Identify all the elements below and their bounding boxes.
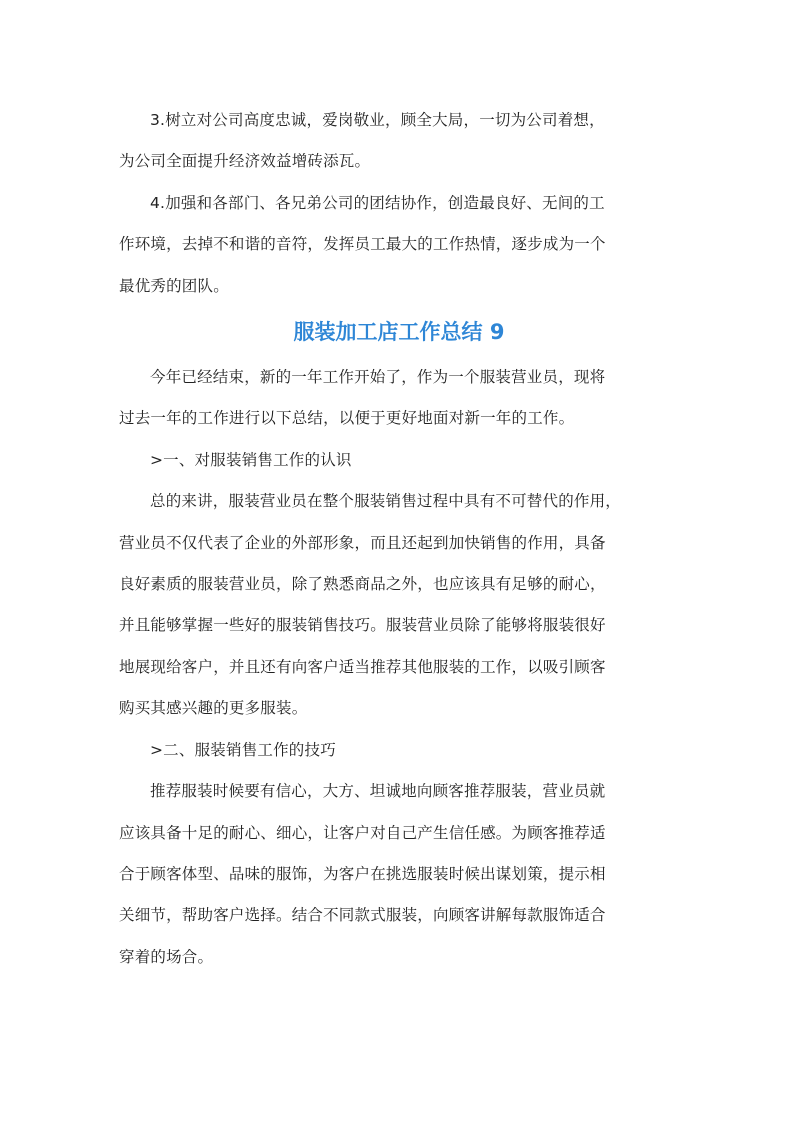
text-line: 地展现给客户，并且还有向客户适当推荐其他服装的工作，以吸引顾客 bbox=[119, 657, 606, 676]
text-line: 推荐服装时候要有信心，大方、坦诚地向顾客推荐服装，营业员就 bbox=[150, 782, 606, 801]
text-line: 穿着的场合。 bbox=[119, 947, 214, 966]
text-line: 营业员不仅代表了企业的外部形象，而且还起到加快销售的作用，具备 bbox=[119, 533, 606, 552]
text-line: 购买其感兴趣的更多服装。 bbox=[119, 699, 308, 718]
text-line: 应该具备十足的耐心、细心，让客户对自己产生信任感。为顾客推荐适 bbox=[119, 823, 606, 842]
text-line: 合于顾客体型、品味的服饰，为客户在挑选服装时候出谋划策，提示相 bbox=[119, 864, 606, 883]
document-body bbox=[119, 100, 679, 978]
paragraph-understanding bbox=[119, 481, 679, 729]
text-line: 关细节，帮助客户选择。结合不同款式服装，向顾客讲解每款服饰适合 bbox=[119, 906, 606, 925]
section-title: 服装加工店工作总结 9 bbox=[293, 320, 505, 345]
text-line: 总的来讲，服装营业员在整个服装销售过程中具有不可替代的作用， bbox=[150, 492, 622, 511]
subheading-text: >一、对服装销售工作的认识 bbox=[150, 450, 352, 469]
text-line: 过去一年的工作进行以下总结，以便于更好地面对新一年的工作。 bbox=[119, 409, 575, 428]
subheading-understanding bbox=[119, 440, 679, 481]
text-line: 良好素质的服装营业员，除了熟悉商品之外，也应该具有足够的耐心， bbox=[119, 575, 606, 594]
subheading-skills bbox=[119, 730, 679, 771]
paragraph-intro bbox=[119, 357, 679, 440]
text-line: 3.树立对公司高度忠诚，爱岗敬业，顾全大局，一切为公司着想， bbox=[150, 111, 605, 129]
subheading-text: >二、服装销售工作的技巧 bbox=[150, 740, 336, 759]
paragraph-skills bbox=[119, 771, 679, 978]
text-line: 4.加强和各部门、各兄弟公司的团结协作，创造最良好、无间的工 bbox=[150, 193, 605, 212]
text-line: 今年已经结束，新的一年工作开始了，作为一个服装营业员，现将 bbox=[150, 368, 606, 387]
paragraph-point-3 bbox=[119, 100, 679, 183]
text-line: 为公司全面提升经济效益增砖添瓦。 bbox=[119, 152, 371, 171]
text-line: 作环境，去掉不和谐的音符，发挥员工最大的工作热情，逐步成为一个 bbox=[119, 235, 606, 254]
paragraph-point-4 bbox=[119, 183, 679, 307]
text-line: 最优秀的团队。 bbox=[119, 276, 229, 295]
text-line: 并且能够掌握一些好的服装销售技巧。服装营业员除了能够将服装很好 bbox=[119, 616, 606, 635]
